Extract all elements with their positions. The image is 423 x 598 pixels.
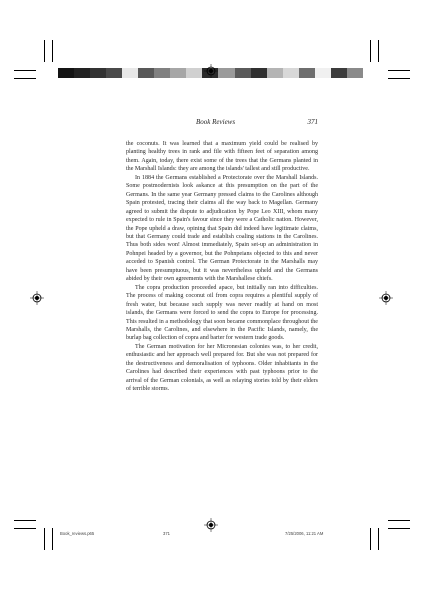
crop-mark-top-left-v	[44, 40, 45, 62]
crop-mark-bottom-left-h	[14, 520, 36, 521]
print-slug	[0, 531, 423, 541]
color-swatch	[283, 68, 299, 78]
color-swatch	[299, 68, 315, 78]
paragraph: the coconuts. It was learned that a maximum yield could be realised by planting healthy trees in rank and file with fifteen feet of separation among them. Again, today, there exist some of the trees that the Germans planted in the Marshall Islands: they are among the islands' tallest and still productive.	[126, 141, 318, 173]
color-swatch	[347, 68, 363, 78]
crop-mark-top-left-h	[14, 70, 36, 71]
color-swatch	[315, 68, 331, 78]
crop-mark-top-right-h	[388, 70, 410, 71]
color-swatch	[74, 68, 90, 78]
color-swatch	[170, 68, 186, 78]
registration-mark-top-icon	[204, 64, 218, 78]
color-swatch	[251, 68, 267, 78]
slug-filename: Book_reviews.p65	[60, 531, 95, 536]
body-text	[126, 140, 318, 394]
color-swatch	[235, 68, 251, 78]
slug-page: 371	[163, 531, 170, 536]
crop-mark-top-left-h2	[14, 78, 36, 79]
color-swatch	[154, 68, 170, 78]
color-swatch	[218, 68, 234, 78]
crop-mark-bottom-right-h	[388, 520, 410, 521]
color-swatch	[138, 68, 154, 78]
crop-mark-top-right-v2	[370, 40, 371, 62]
color-swatch	[331, 68, 347, 78]
color-swatch	[267, 68, 283, 78]
color-swatch	[106, 68, 122, 78]
color-swatch	[186, 68, 202, 78]
slug-timestamp: 7/25/2006, 11:21 AM	[285, 531, 324, 536]
crop-mark-bottom-left-h2	[14, 528, 36, 529]
registration-mark-left-icon	[30, 291, 44, 305]
paragraph: The copra production proceeded apace, but initially ran into difficulties. The process of making coconut oil from copra requires a plentiful supply of fresh water, but because such supply was never readily at hand on most islands, the Germans were forced to send the copra to Europe for processing. This resulted in a methodology that soon became commonplace throughout the Marshalls, the Carolines, and elsewhere in the Pacific Islands, namely, the burlap bag collection of copra and barter for western trade goods.	[126, 284, 318, 342]
crop-mark-top-right-h2	[388, 78, 410, 79]
running-header-title: Book Reviews	[196, 118, 236, 126]
color-swatch	[90, 68, 106, 78]
registration-mark-bottom-icon	[204, 518, 218, 532]
paragraph: In 1884 the Germans established a Protectorate over the Marshall Islands. Some postmodernists look askance at this presumption on the part of the Germans. In the same year Germany pressed claims to the Carolines although Spain protested, tracing their claims all the way back to Magellan. Germany agreed to submit the dispute to adjudication by Pope Leo XIII, whom many expected to rule in Spain's favour since they were a Catholic nation. However, the Pope upheld a draw, opining that Spain did indeed have legitimate claims, but that Germany could trade and establish coaling stations in the Carolines. Thus both sides won! Almost immediately, Spain set-up an administration in Pohnpei headed by a governor, but the Pohnpeians objected to this and never acceded to Spanish control. The German Protectorate in the Marshalls may have been presumptuous, but it was nevertheless upheld and the Germans abided by their own agreements with the Marshallese chiefs.	[126, 174, 318, 283]
registration-mark-right-icon	[379, 291, 393, 305]
crop-mark-top-left-v2	[52, 40, 53, 62]
page-number: 371	[307, 118, 318, 126]
paragraph: The German motivation for her Micronesian colonies was, to her credit, enthusiastic and her approach well prepared for. But she was not prepared for the destructiveness and demoralisation of typhoons. Older inhabitants in the Carolines had described their experiences with past typhoons prior to the arrival of the German colonials, as well as relaying stories told by their elders of terrible storms.	[126, 343, 318, 393]
color-swatch	[122, 68, 138, 78]
running-header	[126, 118, 318, 130]
crop-mark-bottom-right-h2	[388, 528, 410, 529]
color-swatch	[58, 68, 74, 78]
crop-mark-top-right-v	[378, 40, 379, 62]
